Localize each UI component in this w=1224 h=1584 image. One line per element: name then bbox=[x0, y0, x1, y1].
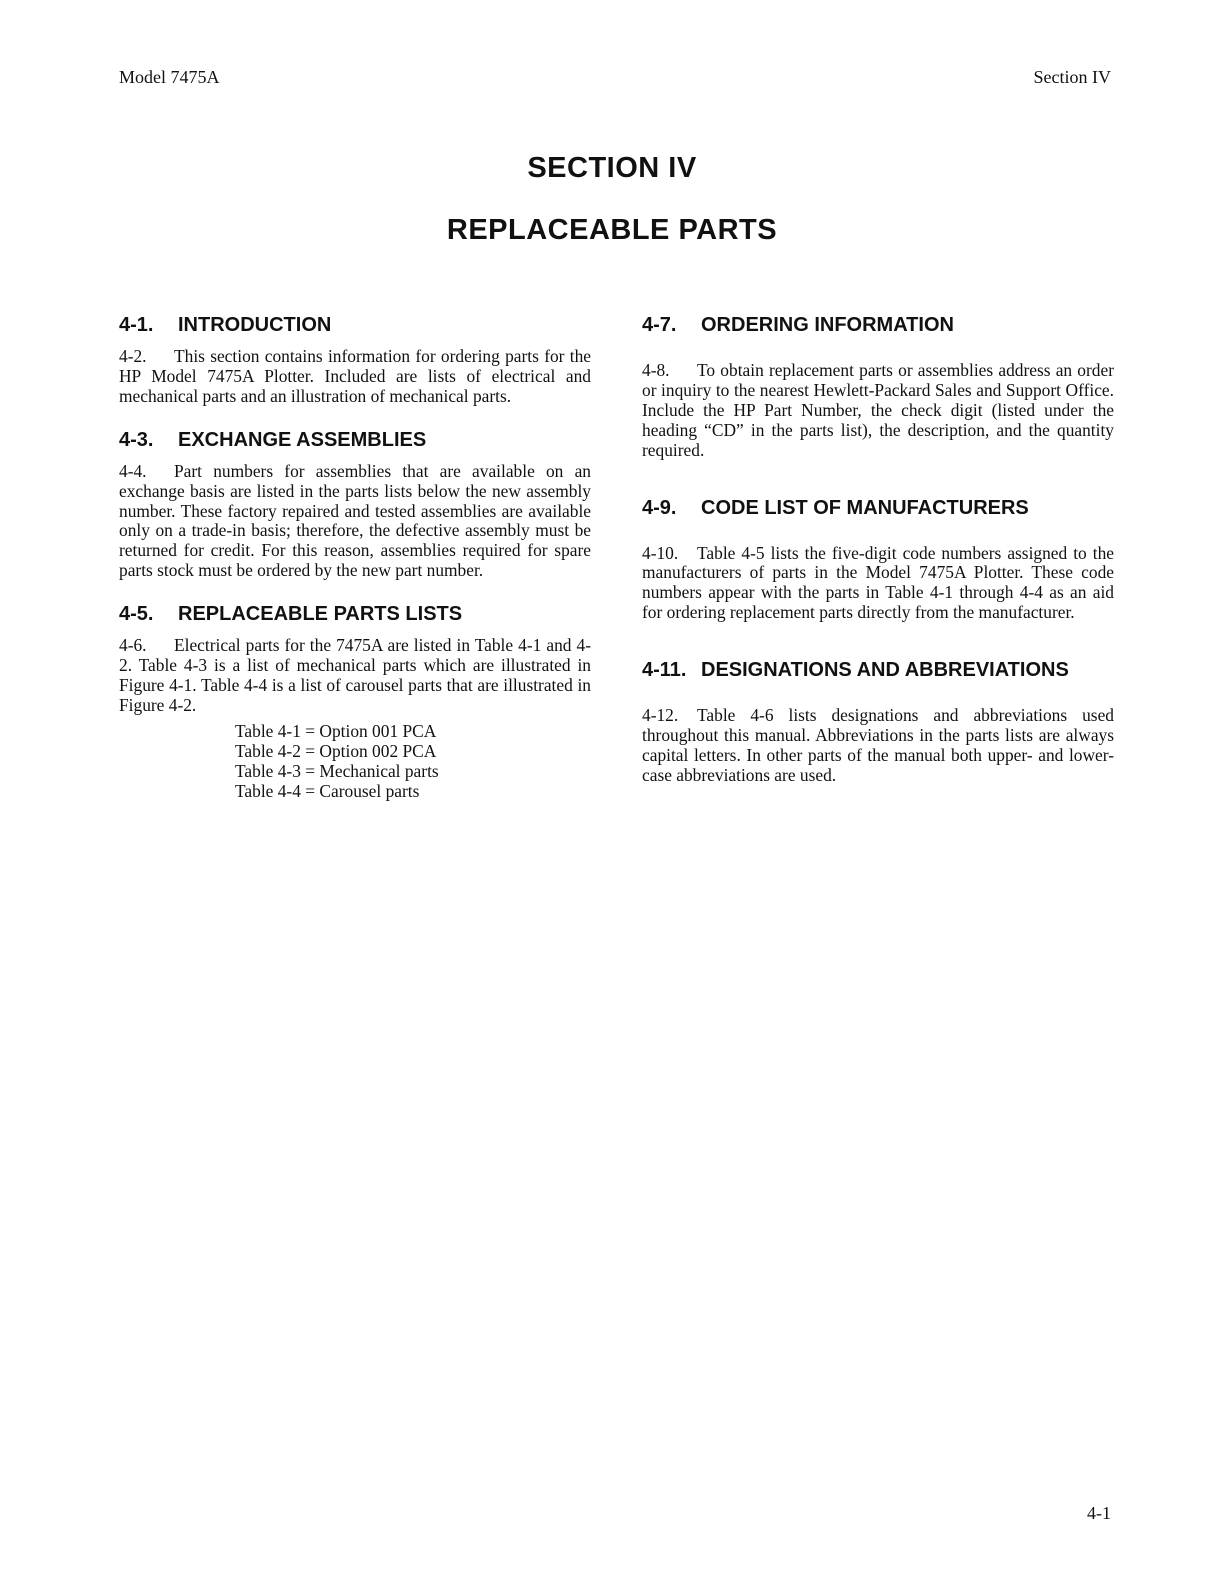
heading-number: 4-5. bbox=[119, 603, 154, 626]
page-title bbox=[0, 150, 1224, 248]
paragraph-number: 4-12. bbox=[642, 705, 679, 726]
running-header-model: Model 7475A bbox=[119, 67, 220, 87]
heading-title: ORDERING INFORMATION bbox=[701, 314, 954, 336]
heading-exchange-assemblies bbox=[119, 427, 591, 453]
heading-title: CODE LIST OF MANUFACTURERS bbox=[701, 496, 1029, 519]
paragraph-text: Table 4-5 lists the five-digit code numbers assigned to the manufacturers of parts in the Model 7475A Plotter. These code numbers appear with the parts in Table 4-1 through 4-4 as an aid for ordering replacement parts directly from the manufacturer. bbox=[642, 542, 1114, 623]
paragraph-number: 4-2. bbox=[119, 346, 147, 366]
paragraph-text: Part numbers for assemblies that are available on an exchange basis are listed in the parts lists below the new assembly number. These factory repaired and tested assemblies are available only on a trade-in basis; therefore, the defective assembly must be returned for credit. For this reason, assemblies required for spare parts stock must be ordered by the new part number. bbox=[119, 460, 591, 581]
heading-title: REPLACEABLE PARTS LISTS bbox=[178, 603, 463, 626]
heading-introduction bbox=[119, 312, 591, 338]
paragraph-text: Table 4-6 lists designations and abbreviations used throughout this manual. Abbreviations in the parts lists are always capital letters. In other parts of the manual both upper- and lower-case abbreviations are used. bbox=[642, 705, 1114, 785]
heading-title: DESIGNATIONS AND ABBREVIATIONS bbox=[701, 659, 1069, 682]
paragraph-introduction bbox=[119, 347, 591, 407]
heading-designations-and-abbreviations bbox=[642, 657, 1114, 683]
heading-number: 4-3. bbox=[119, 428, 154, 451]
heading-title: INTRODUCTION bbox=[178, 314, 332, 336]
paragraph-number: 4-8. bbox=[642, 360, 670, 380]
heading-replaceable-parts-lists bbox=[119, 601, 591, 627]
heading-ordering-information bbox=[642, 312, 1114, 338]
paragraph-designations-and-abbreviations bbox=[642, 706, 1114, 786]
paragraph-text: This section contains information for ordering parts for the HP Model 7475A Plotter. Included are lists of electrical and mechanical parts and an illustration of mechanical parts. bbox=[119, 346, 591, 406]
left-column bbox=[119, 312, 591, 801]
paragraph-number: 4-6. bbox=[119, 635, 147, 656]
list-item: Table 4-1 = Option 001 PCA bbox=[235, 720, 437, 741]
heading-title: EXCHANGE ASSEMBLIES bbox=[178, 428, 427, 451]
paragraph-text: Electrical parts for the 7475A are listed in Table 4-1 and 4-2. Table 4-3 is a list of mechanical parts which are illustrated in Figure 4-1. Table 4-4 is a list of carousel parts that are illustrated in Figure 4-2. bbox=[119, 635, 591, 715]
heading-number: 4-9. bbox=[642, 496, 677, 519]
heading-number: 4-11. bbox=[642, 659, 687, 682]
paragraph-number: 4-4. bbox=[119, 460, 147, 481]
paragraph-code-list-of-manufacturers bbox=[642, 544, 1114, 624]
right-column bbox=[642, 312, 1114, 820]
title-section-name: REPLACEABLE PARTS bbox=[446, 214, 778, 246]
heading-number: 4-7. bbox=[642, 314, 677, 336]
table-list bbox=[235, 722, 591, 802]
running-header-section: Section IV bbox=[1033, 67, 1111, 87]
title-section-number: SECTION IV bbox=[527, 152, 697, 184]
list-item: Table 4-3 = Mechanical parts bbox=[235, 760, 439, 781]
paragraph-exchange-assemblies bbox=[119, 462, 591, 581]
heading-code-list-of-manufacturers bbox=[642, 495, 1114, 521]
paragraph-text: To obtain replacement parts or assemblies address an order or inquiry to the nearest Hewlett-Packard Sales and Support Office. Include the HP Part Number, the check digit (listed under the heading “CD” in the parts list), the description, and the quantity required. bbox=[642, 360, 1114, 460]
heading-number: 4-1. bbox=[119, 314, 154, 336]
paragraph-replaceable-parts-lists bbox=[119, 636, 591, 716]
list-item: Table 4-4 = Carousel parts bbox=[235, 780, 420, 801]
paragraph-number: 4-10. bbox=[642, 542, 679, 563]
list-item: Table 4-2 = Option 002 PCA bbox=[235, 740, 437, 761]
page-number: 4-1 bbox=[1087, 1503, 1111, 1523]
paragraph-ordering-information bbox=[642, 361, 1114, 461]
